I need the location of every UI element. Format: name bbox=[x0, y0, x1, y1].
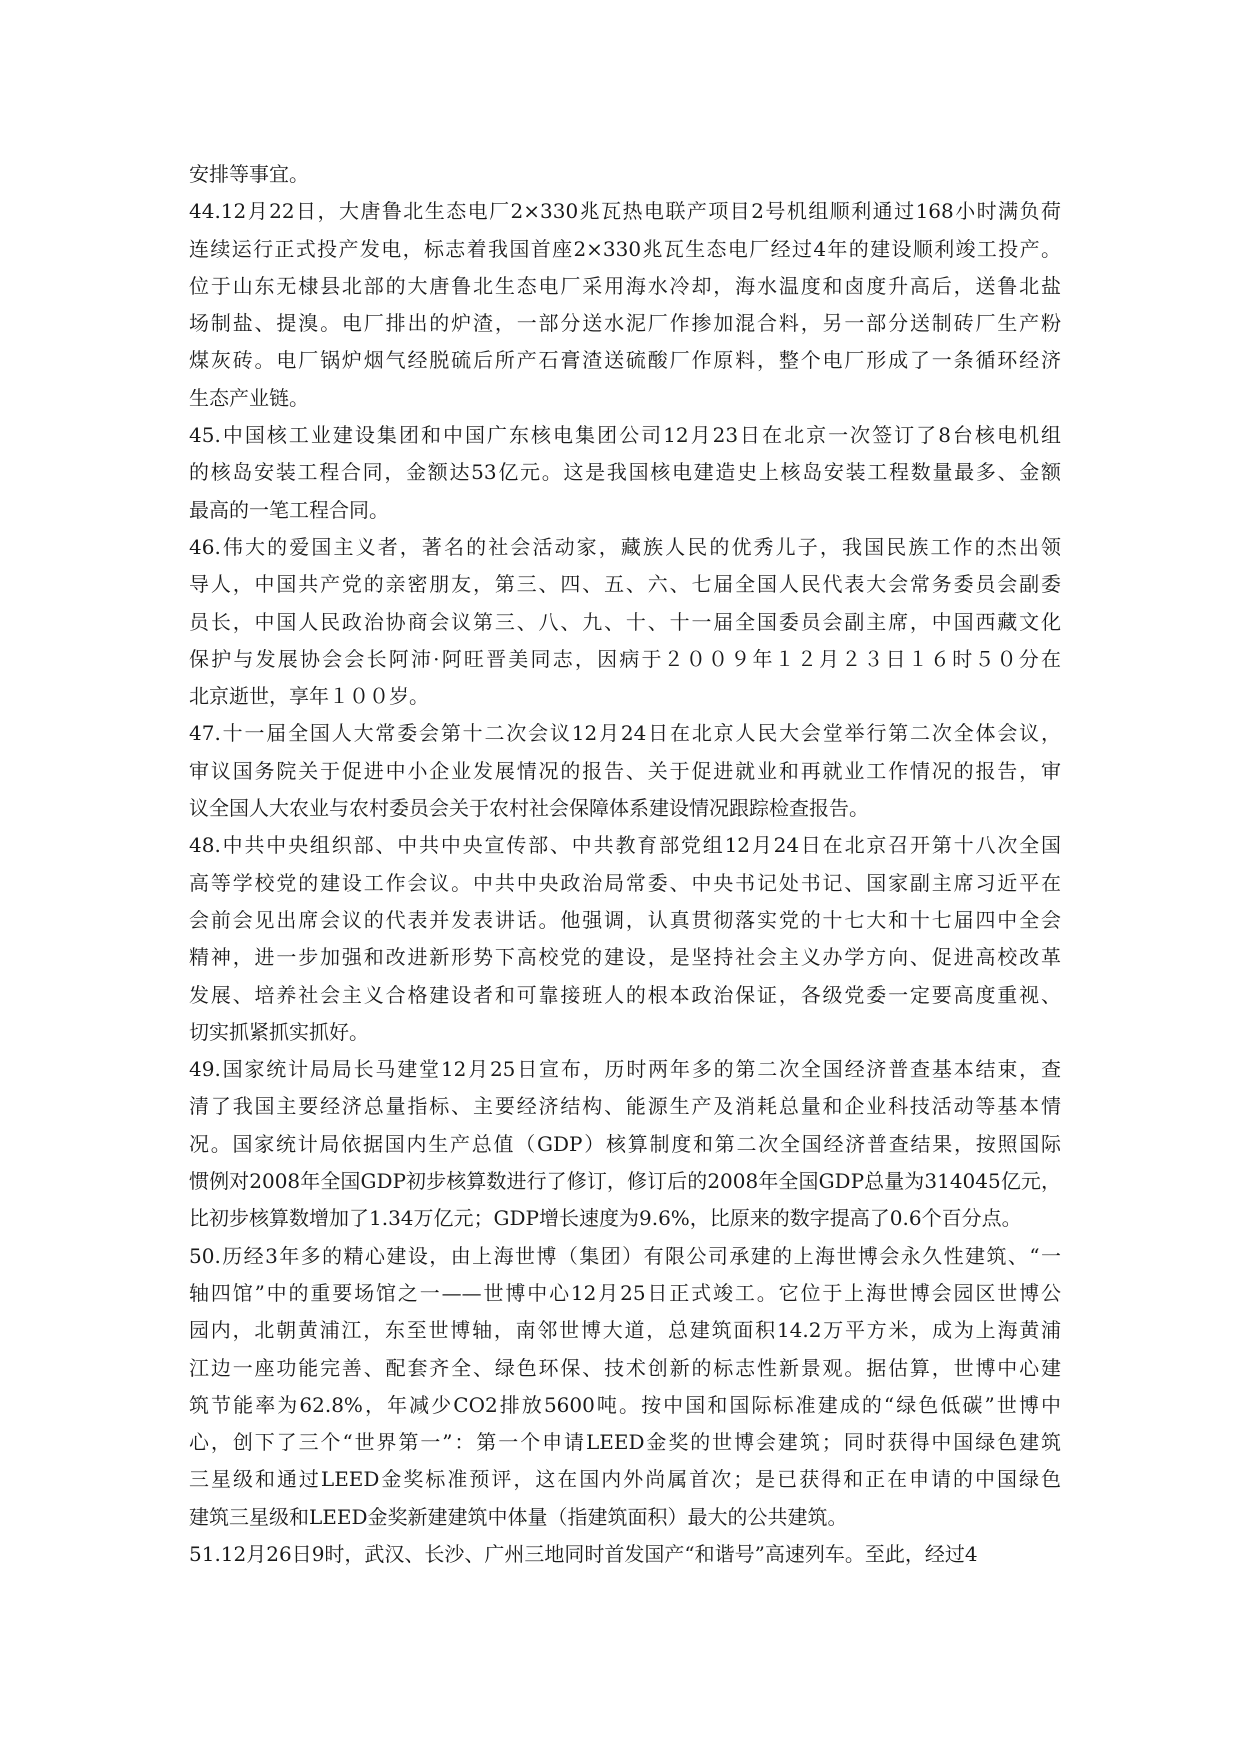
text-line: 47.十一届全国人大常委会第十二次会议12月24日在北京人民大会堂举行第二次全体会议， bbox=[189, 721, 1061, 746]
text-line: 况。国家统计局依据国内生产总值（GDP）核算制度和第二次全国经济普查结果，按照国际 bbox=[189, 1131, 1061, 1156]
text-line: 场制盐、提溴。电厂排出的炉渣，一部分送水泥厂作掺加混合料，另一部分送制砖厂生产粉 bbox=[189, 311, 1061, 336]
text-line: 园内，北朝黄浦江，东至世博轴，南邻世博大道，总建筑面积14.2万平方米，成为上海黄浦 bbox=[189, 1318, 1061, 1343]
text-line: 审议国务院关于促进中小企业发展情况的报告、关于促进就业和再就业工作情况的报告，审 bbox=[189, 758, 1061, 783]
text-line: 安排等事宜。 bbox=[189, 162, 309, 186]
paragraph-p43-tail bbox=[189, 156, 1061, 193]
text-line: 发展、培养社会主义合格建设者和可靠接班人的根本政治保证，各级党委一定要高度重视、 bbox=[189, 982, 1061, 1007]
text-line: 建筑三星级和LEED金奖新建建筑中体量（指建筑面积）最大的公共建筑。 bbox=[189, 1504, 848, 1529]
paragraph-p47 bbox=[189, 715, 1061, 827]
paragraph-p44 bbox=[189, 193, 1061, 417]
text-line: 心，创下了三个“世界第一”：第一个申请LEED金奖的世博会建筑；同时获得中国绿色建筑 bbox=[189, 1430, 1061, 1455]
text-line: 生态产业链。 bbox=[189, 385, 309, 410]
text-line: 切实抓紧抓实抓好。 bbox=[189, 1019, 369, 1044]
text-line: 导人，中国共产党的亲密朋友，第三、四、五、六、七届全国人民代表大会常务委员会副委 bbox=[189, 572, 1061, 597]
text-line: 49.国家统计局局长马建堂12月25日宣布，历时两年多的第二次全国经济普查基本结束，查 bbox=[189, 1057, 1061, 1082]
text-line: 46.伟大的爱国主义者，著名的社会活动家，藏族人民的优秀儿子，我国民族工作的杰出领 bbox=[189, 534, 1061, 559]
text-line: 煤灰砖。电厂锅炉烟气经脱硫后所产石膏渣送硫酸厂作原料，整个电厂形成了一条循环经济 bbox=[189, 348, 1061, 373]
paragraph-p49 bbox=[189, 1051, 1061, 1237]
text-line: 议全国人大农业与农村委员会关于农村社会保障体系建设情况跟踪检查报告。 bbox=[189, 796, 869, 821]
text-line: 的核岛安装工程合同，金额达53亿元。这是我国核电建造史上核岛安装工程数量最多、金额 bbox=[189, 460, 1061, 485]
paragraph-p46 bbox=[189, 529, 1061, 715]
paragraph-p51 bbox=[189, 1536, 1061, 1573]
text-line: 江边一座功能完善、配套齐全、绿色环保、技术创新的标志性新景观。据估算，世博中心建 bbox=[189, 1355, 1061, 1380]
text-line: 51.12月26日9时，武汉、长沙、广州三地同时首发国产“和谐号”高速列车。至此，经过4 bbox=[189, 1541, 978, 1566]
text-line: 北京逝世，享年１００岁。 bbox=[189, 684, 429, 709]
text-line: 保护与发展协会会长阿沛·阿旺晋美同志，因病于２００９年１２月２３日１６时５０分在 bbox=[189, 646, 1061, 671]
text-line: 惯例对2008年全国GDP初步核算数进行了修订，修订后的2008年全国GDP总量为314045亿元， bbox=[189, 1169, 1061, 1194]
text-line: 45.中国核工业建设集团和中国广东核电集团公司12月23日在北京一次签订了8台核电机组 bbox=[189, 423, 1061, 448]
text-line: 48.中共中央组织部、中共中央宣传部、中共教育部党组12月24日在北京召开第十八次全国 bbox=[189, 833, 1061, 858]
document-body bbox=[189, 156, 1061, 1573]
text-line: 清了我国主要经济总量指标、主要经济结构、能源生产及消耗总量和企业科技活动等基本情 bbox=[189, 1094, 1061, 1119]
text-line: 会前会见出席会议的代表并发表讲话。他强调，认真贯彻落实党的十七大和十七届四中全会 bbox=[189, 907, 1061, 932]
text-line: 最高的一笔工程合同。 bbox=[189, 497, 389, 522]
text-line: 三星级和通过LEED金奖标准预评，这在国内外尚属首次；是已获得和正在申请的中国绿色 bbox=[189, 1467, 1061, 1492]
text-line: 位于山东无棣县北部的大唐鲁北生态电厂采用海水冷却，海水温度和卤度升高后，送鲁北盐 bbox=[189, 273, 1061, 298]
text-line: 筑节能率为62.8%，年减少CO2排放5600吨。按中国和国际标准建成的“绿色低碳”世博中 bbox=[189, 1392, 1061, 1417]
text-line: 轴四馆”中的重要场馆之一——世博中心12月25日正式竣工。它位于上海世博会园区世博公 bbox=[189, 1280, 1061, 1305]
text-line: 高等学校党的建设工作会议。中共中央政治局常委、中央书记处书记、国家副主席习近平在 bbox=[189, 870, 1061, 895]
text-line: 连续运行正式投产发电，标志着我国首座2×330兆瓦生态电厂经过4年的建设顺利竣工投产。 bbox=[189, 236, 1061, 261]
text-line: 员长，中国人民政治协商会议第三、八、九、十、十一届全国委员会副主席，中国西藏文化 bbox=[189, 609, 1061, 634]
text-line: 44.12月22日，大唐鲁北生态电厂2×330兆瓦热电联产项目2号机组顺利通过168小时满负荷 bbox=[189, 199, 1061, 224]
text-line: 比初步核算数增加了1.34万亿元；GDP增长速度为9.6%，比原来的数字提高了0.6个百分点。 bbox=[189, 1206, 1022, 1231]
text-line: 50.历经3年多的精心建设，由上海世博（集团）有限公司承建的上海世博会永久性建筑、“一 bbox=[189, 1243, 1061, 1268]
paragraph-p48 bbox=[189, 827, 1061, 1051]
paragraph-p45 bbox=[189, 417, 1061, 529]
paragraph-p50 bbox=[189, 1238, 1061, 1536]
text-line: 精神，进一步加强和改进新形势下高校党的建设，是坚持社会主义办学方向、促进高校改革 bbox=[189, 945, 1061, 970]
